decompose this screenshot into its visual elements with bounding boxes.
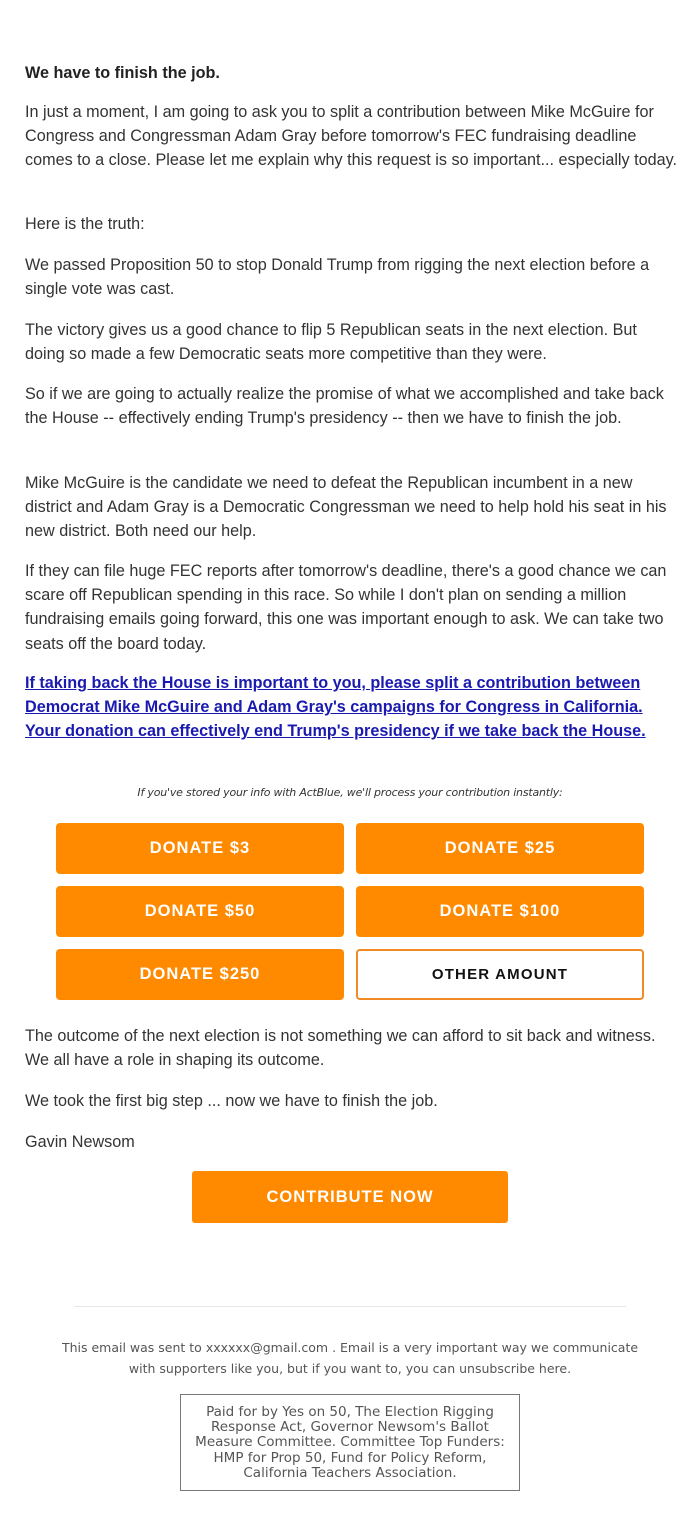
contribute-now-button[interactable]: CONTRIBUTE NOW: [192, 1171, 508, 1223]
paragraph: We took the first big step ... now we have to finish the job.: [25, 1092, 438, 1110]
donate-3-button[interactable]: DONATE $3: [56, 823, 344, 874]
paragraph: Here is the truth:: [25, 215, 145, 233]
actblue-note: If you've stored your info with ActBlue, we'll process your contribution instantly:: [137, 786, 563, 799]
email-heading: We have to finish the job.: [25, 64, 220, 82]
paragraph: The outcome of the next election is not something we can afford to sit back and witness. We all have a role in shaping its outcome.: [25, 1027, 656, 1070]
donate-250-button[interactable]: DONATE $250: [56, 949, 344, 1000]
footer-email-address: xxxxxx@gmail.com: [205, 1340, 329, 1355]
donate-100-button[interactable]: DONATE $100: [356, 886, 644, 937]
footer-sent-suffix: . Email is a very important way we communicate with supporters like you, but if you want to, you can unsubscribe here.: [128, 1340, 639, 1376]
paragraph: If they can file huge FEC reports after tomorrow's deadline, there's a good chance we can scare off Republican spending in this race. So while I don't plan on sending a million fundraising emails going forward, this one was important enough to ask. We can take two seats off the board today.: [25, 562, 667, 653]
cta-link[interactable]: If taking back the House is important to you, please split a contribution between Democrat Mike McGuire and Adam Gray's campaigns for Congress in California. Your donation can effectively end Trump's presidency if we take back the House.: [25, 674, 646, 741]
donate-25-button[interactable]: DONATE $25: [356, 823, 644, 874]
paragraph: So if we are going to actually realize the promise of what we accomplished and take back the House -- effectively ending Trump's presidency -- then we have to finish the job.: [25, 385, 664, 428]
other-amount-button[interactable]: OTHER AMOUNT: [356, 949, 644, 1000]
footer-sent-prefix: This email was sent to: [61, 1340, 202, 1355]
signature: Gavin Newsom: [25, 1133, 135, 1151]
paragraph: We passed Proposition 50 to stop Donald Trump from rigging the next election before a single vote was cast.: [25, 256, 650, 299]
paragraph: Mike McGuire is the candidate we need to defeat the Republican incumbent in a new district and Adam Gray is a Democratic Congressman we need to help hold his seat in his new district. Both need our help.: [25, 474, 667, 541]
paragraph: The victory gives us a good chance to flip 5 Republican seats in the next election. But doing so made a few Democratic seats more competitive than they were.: [25, 321, 637, 364]
footer-text: [60, 1337, 640, 1379]
paid-for-disclaimer: Paid for by Yes on 50, The Election Rigging Response Act, Governor Newsom's Ballot Measure Committee. Committee Top Funders: HMP for Prop 50, Fund for Policy Reform, California Teachers Association.: [180, 1394, 520, 1491]
divider: [74, 1306, 626, 1307]
donate-50-button[interactable]: DONATE $50: [56, 886, 344, 937]
paragraph: In just a moment, I am going to ask you to split a contribution between Mike McGuire for Congress and Congressman Adam Gray before tomorrow's FEC fundraising deadline comes to a close. Please let me explain why this request is so important... especially today.: [25, 103, 678, 170]
